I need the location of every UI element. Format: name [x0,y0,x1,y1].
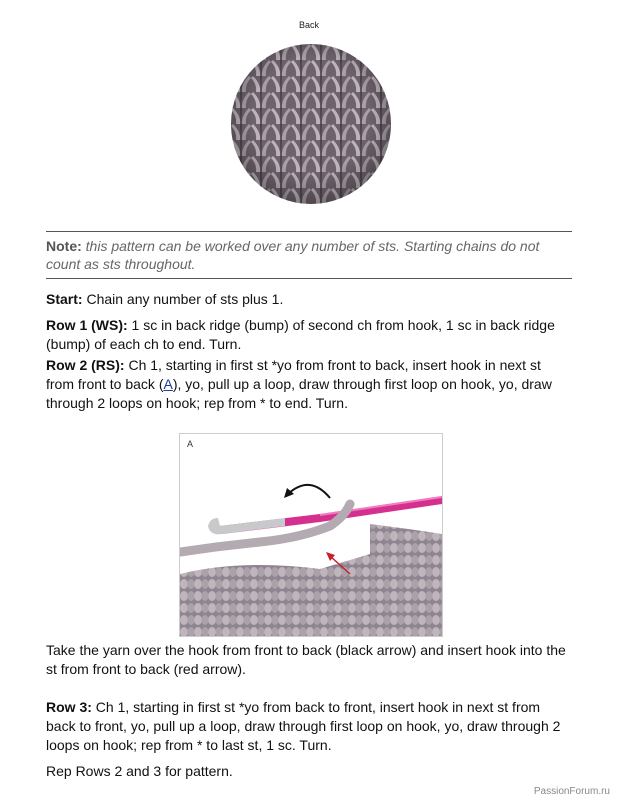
divider-bottom [46,278,572,279]
row3-text: Ch 1, starting in first st *yo from back to front, insert hook in next st from back to front, yo, pull up a loop, draw through first loop on hook, yo, draw through 2 loops on hook; rep from * to last st, 1 sc. Turn. [46,699,561,753]
row2-instruction [46,356,572,413]
row2-text-after: ), yo, pull up a loop, draw through first loop on hook, yo, draw through 2 loops on hook; rep from * to end. Turn. [46,376,552,411]
repeat-instruction: Rep Rows 2 and 3 for pattern. [46,763,233,779]
knit-texture-graphic [231,44,391,204]
note-block [46,237,572,273]
figure-caption: Take the yarn over the hook from front to back (black arrow) and insert hook into the st from front to back (red arrow). [46,642,566,677]
row1-instruction [46,316,572,354]
note-label: Note: [46,238,82,254]
start-text: Chain any number of sts plus 1. [82,291,284,307]
row3-label: Row 3: [46,699,92,715]
note-text: this pattern can be worked over any number of sts. Starting chains do not count as sts throughout. [46,238,540,272]
start-instruction [46,290,572,309]
row1-text: 1 sc in back ridge (bump) of second ch from hook, 1 sc in back ridge (bump) of each ch to end. Turn. [46,317,555,352]
crochet-hook-illustration [180,434,442,636]
figure-a-link[interactable]: A [163,376,173,392]
figure-a-label: A [187,439,194,449]
start-label: Start: [46,291,83,307]
divider-top [46,231,572,232]
swatch-image [231,44,391,204]
row1-label: Row 1 (WS): [46,317,128,333]
row2-text-before: Ch 1, starting in first st *yo from front to back, insert hook in next st from front to back ( [46,357,541,392]
figure-a-photo [179,433,443,637]
site-watermark: PassionForum.ru [533,786,610,797]
row3-instruction [46,698,572,755]
swatch-caption: Back [298,20,319,30]
row2-label: Row 2 (RS): [46,357,125,373]
